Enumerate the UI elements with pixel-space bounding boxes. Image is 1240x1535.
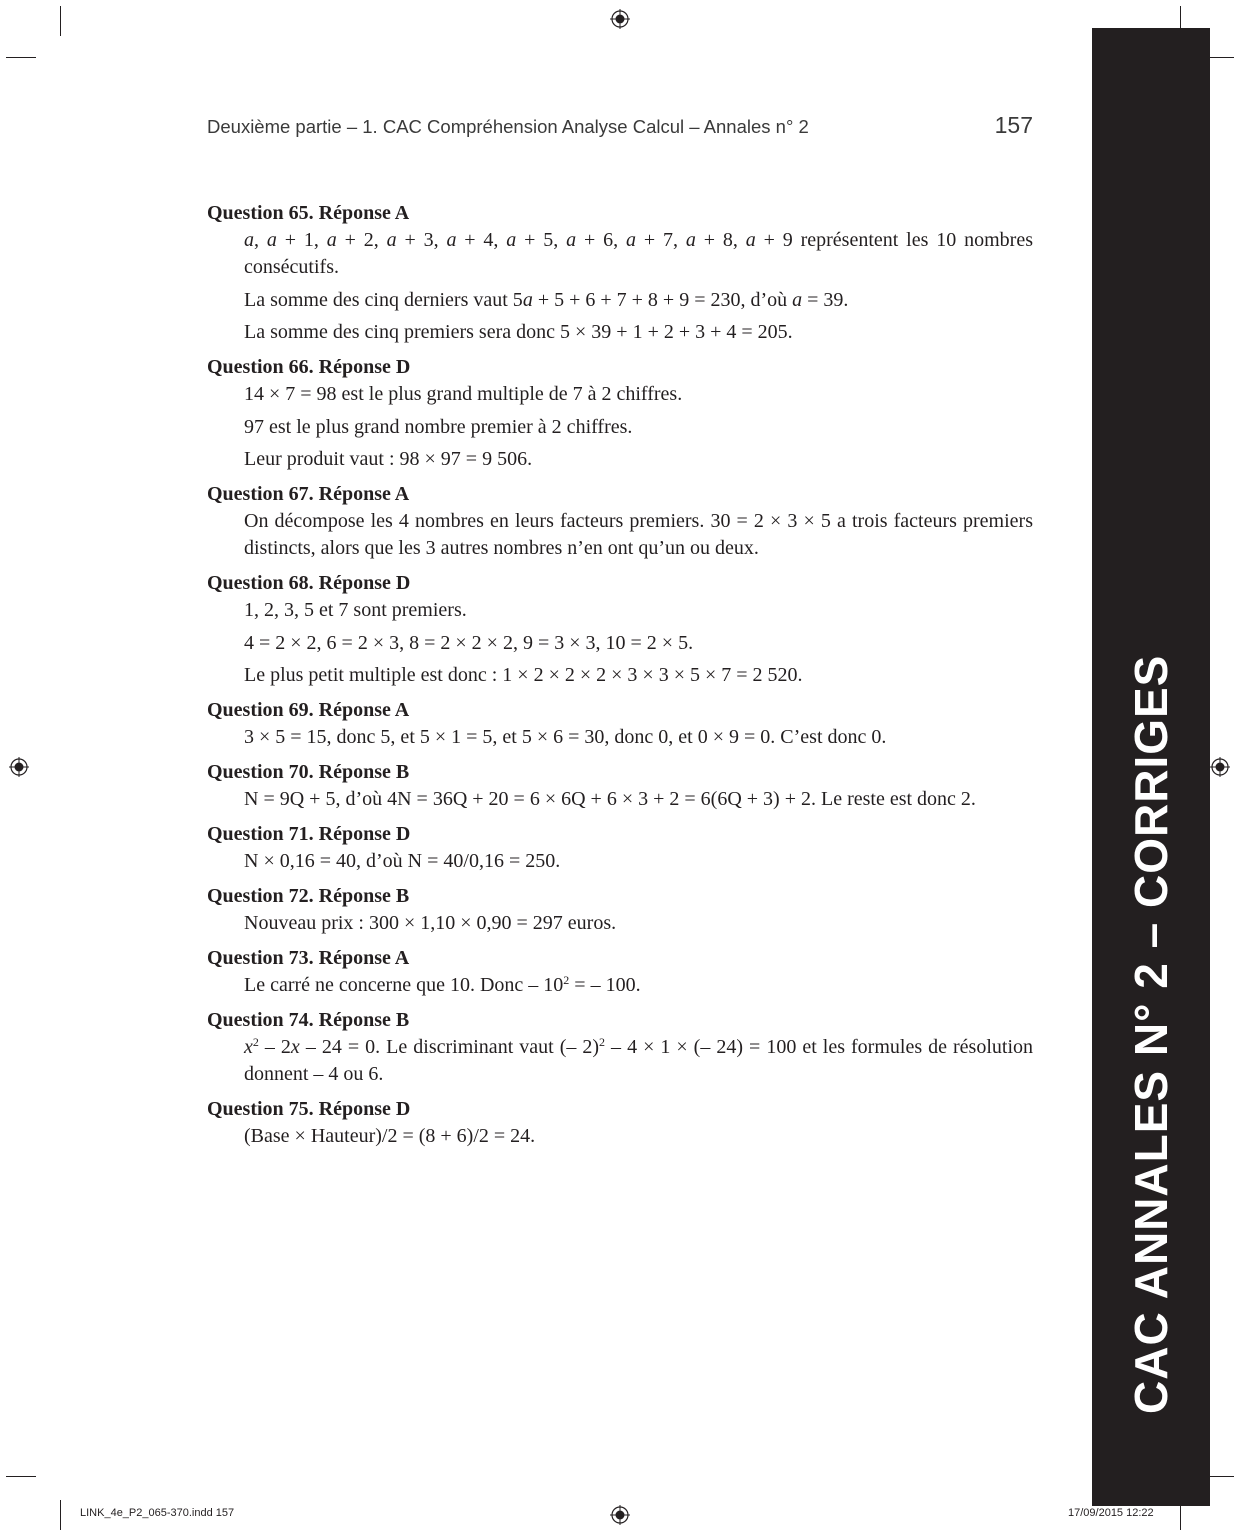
answer-line: On décompose les 4 nombres en leurs facteurs premiers. 30 = 2 × 3 × 5 a trois facteurs premiers distincts, alors que les 3 autres nombres n’en ont qu’un ou deux.	[244, 510, 1033, 559]
running-header	[207, 112, 1033, 138]
answer-line: $x^2 - 2x - 24 = 0$. Le discriminant vaut (– 2)$^2$ – 4 × 1 × (– 24) = 100 et les formules de résolution donnent – 4 ou 6.	[244, 1035, 1034, 1085]
answer-line: 97 est le plus grand nombre premier à 2 chiffres.	[244, 415, 633, 438]
question-block	[207, 759, 1033, 813]
question-title: Question 66. Réponse D	[207, 356, 411, 378]
question-block	[207, 1007, 1033, 1088]
question-title: Question 73. Réponse A	[207, 947, 410, 969]
page-number: 157	[994, 112, 1033, 138]
question-block	[207, 1096, 1033, 1150]
answer-line: N = 9Q + 5, d’où 4N = 36Q + 20 = 6 × 6Q + 6 × 3 + 2 = 6(6Q + 3) + 2. Le reste est donc 2.	[244, 788, 976, 810]
answer-line: 3 × 5 = 15, donc 5, et 5 × 1 = 5, et 5 × 6 = 30, donc 0, et 0 × 9 = 0. C’est donc 0.	[244, 726, 887, 748]
question-block	[207, 570, 1033, 689]
registration-mark-icon	[610, 9, 630, 29]
answer-line: (Base × Hauteur)/2 = (8 + 6)/2 = 24.	[244, 1125, 536, 1147]
answer-line: 4 = 2 × 2, 6 = 2 × 3, 8 = 2 × 2 × 2, 9 = 3 × 3, 10 = 2 × 5.	[244, 631, 694, 654]
footer-filename: LINK_4e_P2_065-370.indd 157	[80, 1507, 235, 1519]
crop-mark	[60, 1500, 61, 1530]
answer-line: Nouveau prix : 300 × 1,10 × 0,90 = 297 euros.	[244, 912, 617, 934]
question-title: Question 74. Réponse B	[207, 1009, 410, 1031]
question-title: Question 65. Réponse A	[207, 202, 410, 224]
registration-mark-icon	[1210, 757, 1230, 777]
answer-line: La somme des cinq derniers vaut 5a + 5 + 6 + 7 + 8 + 9 = 230, d’où a = 39.	[244, 288, 849, 311]
answers-list	[207, 200, 1033, 1158]
question-block	[207, 200, 1033, 346]
answer-line: Le plus petit multiple est donc : 1 × 2 × 2 × 2 × 3 × 3 × 5 × 7 = 2 520.	[244, 664, 803, 686]
answer-line: La somme des cinq premiers sera donc 5 × 39 + 1 + 2 + 3 + 4 = 205.	[244, 321, 793, 343]
question-block	[207, 945, 1033, 999]
question-title: Question 70. Réponse B	[207, 761, 410, 783]
question-block	[207, 697, 1033, 751]
question-block	[207, 883, 1033, 937]
section-tab-label: CAC ANNALES N° 2 – CORRIGES	[1125, 654, 1177, 1414]
question-block	[207, 481, 1033, 562]
answer-line: Leur produit vaut : 98 × 97 = 9 506.	[244, 448, 533, 470]
crop-mark	[6, 57, 36, 58]
answer-line: a, a + 1, a + 2, a + 3, a + 4, a + 5, a + 6, a + 7, a + 8, a + 9 représentent les 10 nombres consécutifs.	[244, 229, 1033, 278]
question-block	[207, 821, 1033, 875]
question-block	[207, 354, 1033, 473]
question-title: Question 71. Réponse D	[207, 823, 411, 845]
question-title: Question 68. Réponse D	[207, 572, 411, 594]
answer-line: 14 × 7 = 98 est le plus grand multiple de 7 à 2 chiffres.	[244, 383, 683, 405]
question-title: Question 72. Réponse B	[207, 885, 410, 907]
question-title: Question 69. Réponse A	[207, 699, 410, 721]
question-title: Question 75. Réponse D	[207, 1098, 411, 1120]
registration-mark-icon	[9, 757, 29, 777]
running-title: Deuxième partie – 1. CAC Compréhension Analyse Calcul – Annales n° 2	[207, 116, 809, 137]
footer-date: 17/09/2015 12:22	[1068, 1507, 1154, 1519]
answer-line: Le carré ne concerne que 10. Donc – $10^2$ = – 100.	[244, 973, 641, 996]
crop-mark	[60, 6, 61, 36]
answer-line: 1, 2, 3, 5 et 7 sont premiers.	[244, 599, 467, 621]
crop-mark	[6, 1476, 36, 1477]
registration-mark-icon	[610, 1505, 630, 1525]
question-title: Question 67. Réponse A	[207, 483, 410, 505]
answer-line: N × 0,16 = 40, d’où N = 40/0,16 = 250.	[244, 850, 561, 872]
